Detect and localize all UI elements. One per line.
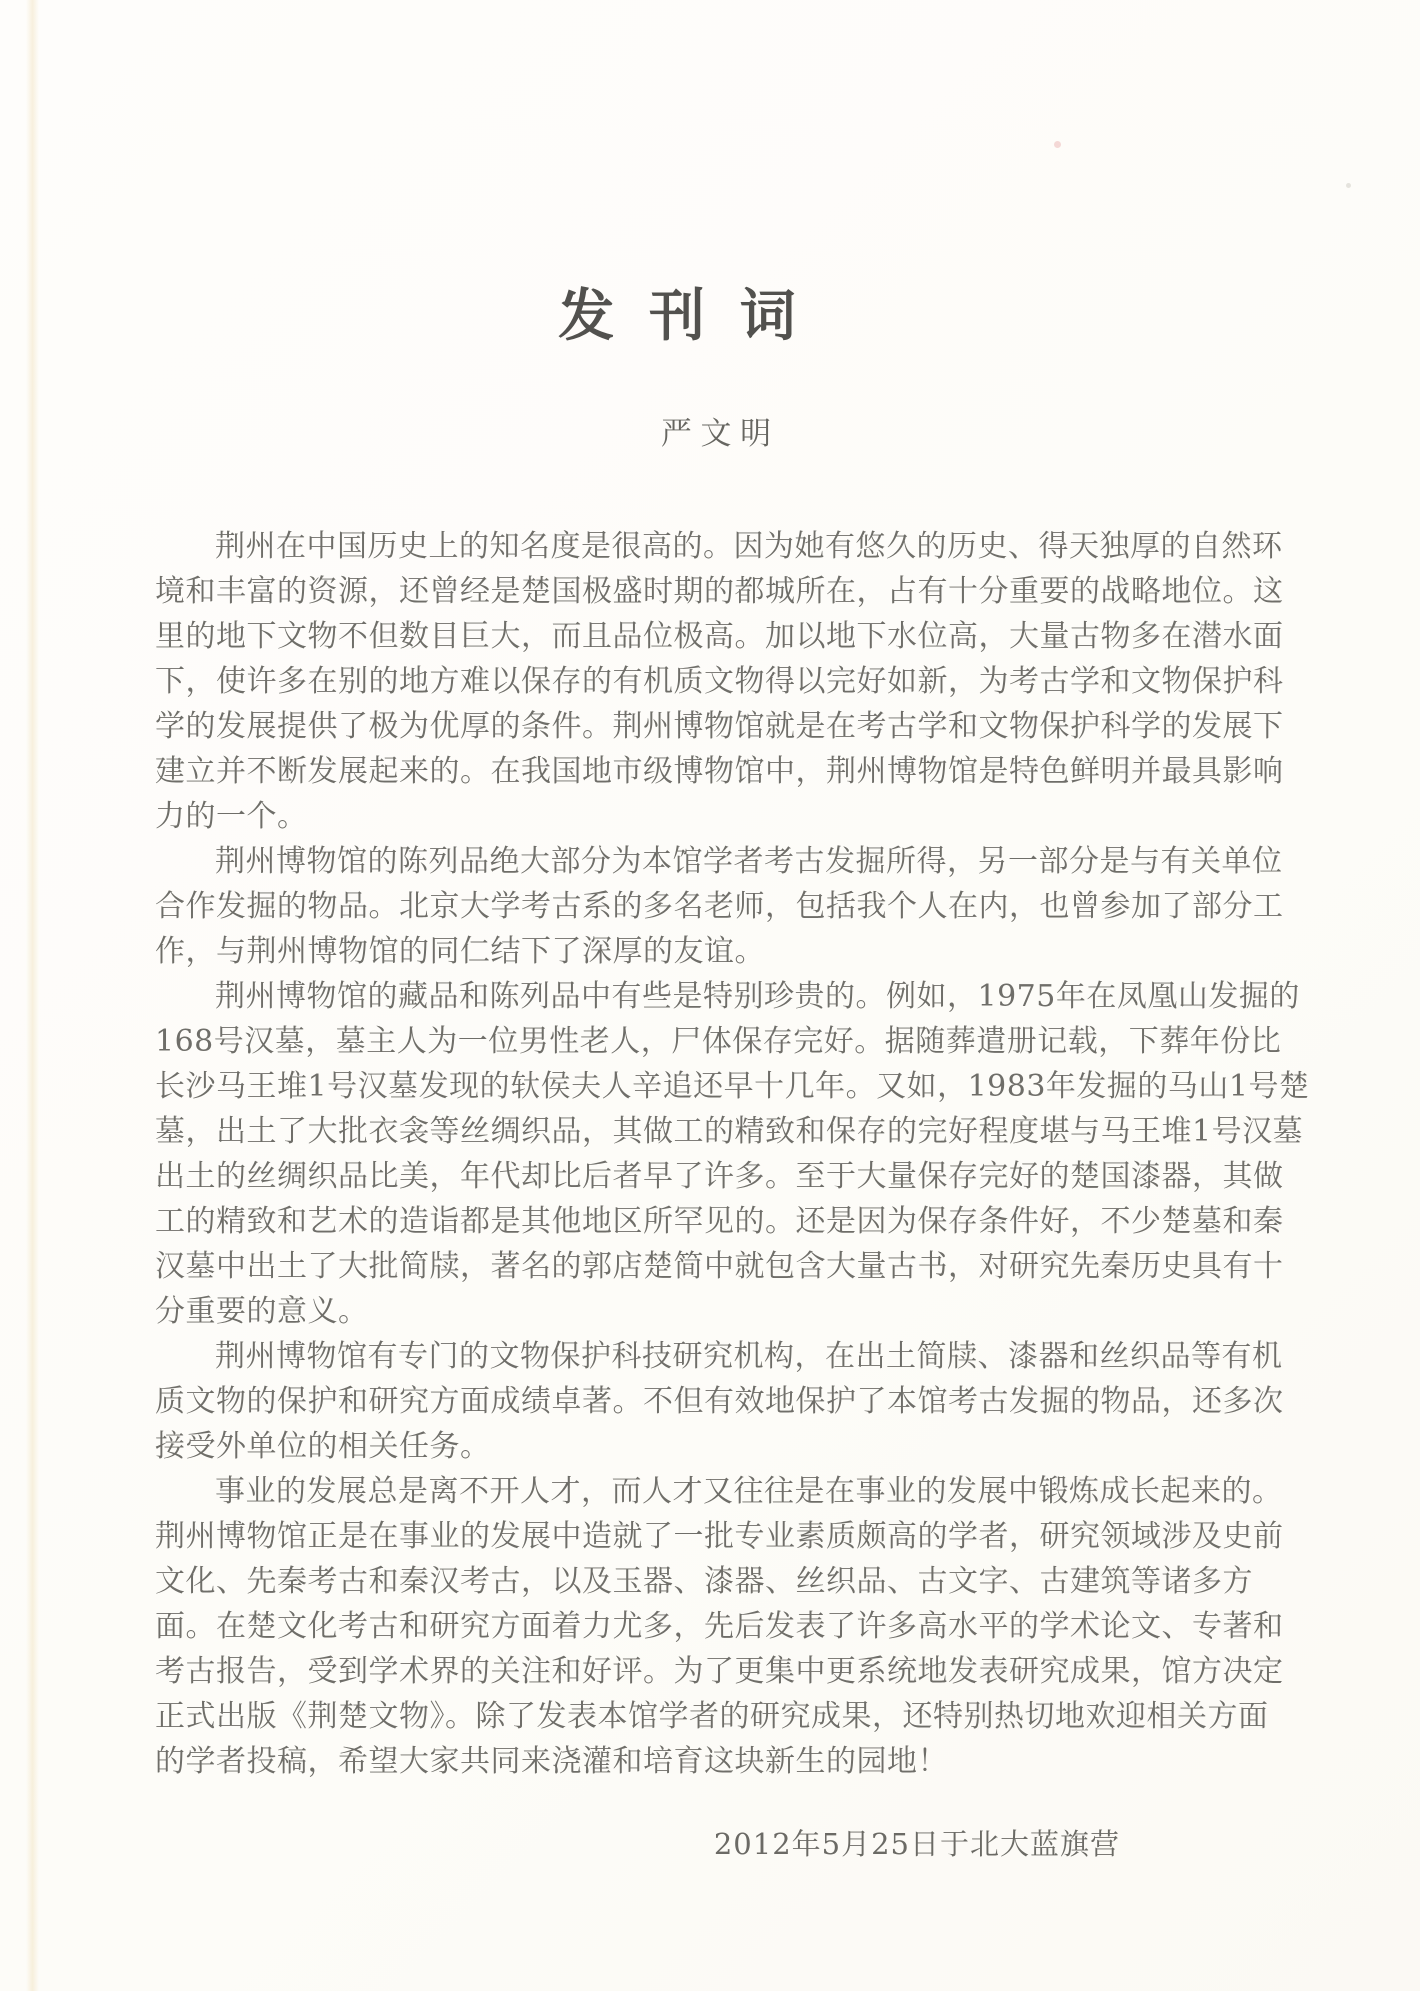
text-line: 荆州博物馆的陈列品绝大部分为本馆学者考古发掘所得，另一部分是与有关单位: [215, 844, 1283, 879]
text-line: 荆州博物馆有专门的文物保护科技研究机构，在出土简牍、漆器和丝织品等有机: [215, 1339, 1283, 1374]
text-line: 的学者投稿，希望大家共同来浇灌和培育这块新生的园地！: [155, 1744, 948, 1779]
text-line: 境和丰富的资源，还曾经是楚国极盛时期的都城所在，占有十分重要的战略地位。这: [155, 574, 1284, 609]
text-line: 荆州博物馆的藏品和陈列品中有些是特别珍贵的。例如，1975年在凤凰山发掘的: [215, 979, 1300, 1014]
text-line: 质文物的保护和研究方面成绩卓著。不但有效地保护了本馆考古发掘的物品，还多次: [155, 1384, 1284, 1419]
text-line: 考古报告，受到学术界的关注和好评。为了更集中更系统地发表研究成果，馆方决定: [155, 1654, 1284, 1689]
text-line: 汉墓中出土了大批简牍，著名的郭店楚简中就包含大量古书，对研究先秦历史具有十: [155, 1249, 1284, 1284]
paragraph-3: [155, 974, 1310, 1334]
text-line: 面。在楚文化考古和研究方面着力尤多，先后发表了许多高水平的学术论文、专著和: [155, 1609, 1284, 1644]
text-line: 事业的发展总是离不开人才，而人才又往往是在事业的发展中锻炼成长起来的。: [215, 1474, 1283, 1509]
text-line: 168号汉墓，墓主人为一位男性老人，尸体保存完好。据随葬遣册记载，下葬年份比: [155, 1024, 1282, 1059]
paragraph-1: [155, 524, 1295, 839]
page-title: 发刊词: [558, 283, 831, 349]
article-body: [155, 524, 1310, 1784]
text-line: 荆州博物馆正是在事业的发展中造就了一批专业素质颇高的学者，研究领域涉及史前: [155, 1519, 1284, 1554]
text-line: 学的发展提供了极为优厚的条件。荆州博物馆就是在考古学和文物保护科学的发展下: [155, 709, 1284, 744]
scan-speck: [1054, 141, 1061, 148]
text-line: 长沙马王堆1号汉墓发现的轪侯夫人辛追还早十几年。又如，1983年发掘的马山1号楚: [155, 1069, 1310, 1104]
text-line: 出土的丝绸织品比美，年代却比后者早了许多。至于大量保存完好的楚国漆器，其做: [155, 1159, 1284, 1194]
text-line: 正式出版《荆楚文物》。除了发表本馆学者的研究成果，还特别热切地欢迎相关方面: [155, 1699, 1269, 1734]
text-line: 里的地下文物不但数目巨大，而且品位极高。加以地下水位高，大量古物多在潜水面: [155, 619, 1284, 654]
dateline: 2012年5月25日于北大蓝旗营: [713, 1827, 1120, 1861]
author-name: 严文明: [660, 416, 780, 452]
text-line: 力的一个。: [155, 799, 308, 834]
text-line: 接受外单位的相关任务。: [155, 1429, 491, 1464]
text-line: 墓，出土了大批衣衾等丝绸织品，其做工的精致和保存的完好程度堪与马王堆1号汉墓: [155, 1114, 1304, 1149]
text-line: 作，与荆州博物馆的同仁结下了深厚的友谊。: [155, 934, 765, 969]
paragraph-4: [155, 1334, 1295, 1469]
text-line: 建立并不断发展起来的。在我国地市级博物馆中，荆州博物馆是特色鲜明并最具影响: [155, 754, 1284, 789]
text-line: 荆州在中国历史上的知名度是很高的。因为她有悠久的历史、得天独厚的自然环: [215, 529, 1283, 564]
text-line: 分重要的意义。: [155, 1294, 369, 1329]
text-line: 合作发掘的物品。北京大学考古系的多名老师，包括我个人在内，也曾参加了部分工: [155, 889, 1284, 924]
scan-speck: [1346, 183, 1351, 188]
text-line: 下，使许多在别的地方难以保存的有机质文物得以完好如新，为考古学和文物保护科: [155, 664, 1284, 699]
paragraph-2: [155, 839, 1295, 974]
text-line: 文化、先秦考古和秦汉考古，以及玉器、漆器、丝织品、古文字、古建筑等诸多方: [155, 1564, 1253, 1599]
paragraph-5: [155, 1469, 1295, 1784]
text-line: 工的精致和艺术的造诣都是其他地区所罕见的。还是因为保存条件好，不少楚墓和秦: [155, 1204, 1284, 1239]
